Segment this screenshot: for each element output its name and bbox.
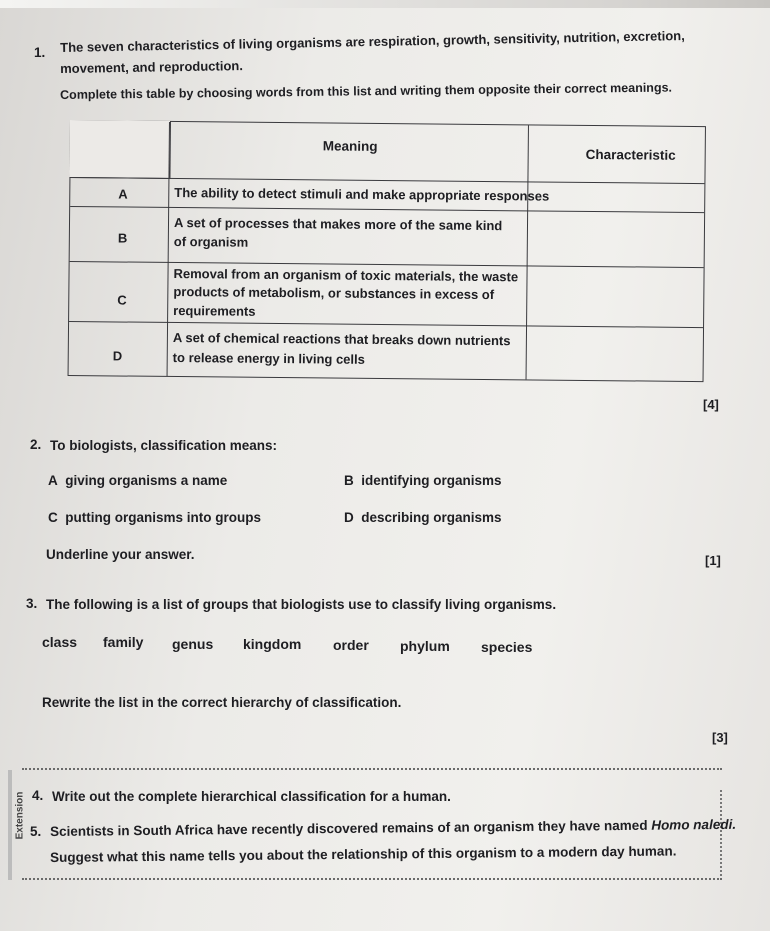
row-d-characteristic-answer[interactable]	[529, 327, 703, 379]
q2-option-a-text: giving organisms a name	[65, 473, 228, 488]
row-a-letter: A	[118, 186, 128, 202]
group-word: class	[42, 634, 78, 650]
q2-instruction: Underline your answer.	[46, 547, 195, 562]
q3-question: The following is a list of groups that biologists use to classify living organisms.	[46, 597, 557, 612]
row-c-letter: C	[117, 292, 127, 308]
section-divider-bottom	[22, 878, 722, 880]
q1-marks: [4]	[703, 397, 719, 412]
q2-option-b-text: identifying organisms	[361, 473, 502, 488]
header-meaning: Meaning	[322, 138, 378, 154]
q2-option-a[interactable]	[48, 473, 227, 488]
q2-option-a-letter: A	[48, 473, 58, 488]
table-row-divider	[70, 177, 704, 184]
page-edge-shadow	[0, 0, 770, 8]
header-characteristic: Characteristic	[585, 146, 676, 163]
group-word: genus	[172, 636, 214, 652]
q5-question-line1	[50, 815, 736, 841]
q1-intro-line1: The seven characteristics of living organisms are respiration, growth, sensitivity, nutrition, excretion,	[60, 28, 685, 55]
q5-number: 5.	[30, 824, 42, 839]
row-c-meaning-line3: requirements	[173, 302, 256, 319]
q4-number: 4.	[32, 788, 44, 803]
group-word: order	[333, 637, 369, 653]
sidebar-label: Extension	[14, 791, 26, 840]
q3-number: 3.	[26, 596, 38, 611]
row-a-characteristic-answer[interactable]	[530, 183, 704, 210]
q2-option-d-letter: D	[344, 510, 354, 525]
q1-intro-line2: movement, and reproduction.	[60, 58, 243, 76]
q2-option-b-letter: B	[344, 473, 354, 488]
species-name: Homo naledi.	[651, 816, 737, 833]
q3-instruction: Rewrite the list in the correct hierarchy of classification.	[42, 695, 402, 710]
row-b-meaning-line1: A set of processes that makes more of the same kind	[173, 215, 503, 234]
q5-question-line2: Suggest what this name tells you about the relationship of this organism to a modern day human.	[50, 843, 677, 865]
q2-option-c-text: putting organisms into groups	[65, 510, 262, 525]
row-d-meaning-line1: A set of chemical reactions that breaks down nutrients	[172, 329, 511, 349]
group-word: phylum	[400, 638, 450, 654]
q1-number: 1.	[34, 45, 46, 60]
group-word: kingdom	[243, 636, 302, 652]
q2-option-c-letter: C	[48, 510, 58, 525]
right-dotted-border	[720, 790, 722, 880]
q2-option-d-text: describing organisms	[361, 510, 502, 525]
row-b-characteristic-answer[interactable]	[530, 212, 704, 265]
q5-question-text: Scientists in South Africa have recently discovered remains of an organism they have named	[50, 817, 652, 839]
group-word: family	[103, 634, 144, 650]
q3-marks: [3]	[712, 730, 728, 745]
section-divider	[22, 768, 722, 770]
row-a-meaning: The ability to detect stimuli and make appropriate responses	[174, 185, 550, 204]
q2-option-d[interactable]	[344, 510, 502, 525]
group-word: species	[481, 639, 533, 655]
q2-number: 2.	[30, 437, 42, 452]
row-c-characteristic-answer[interactable]	[529, 267, 704, 325]
q2-marks: [1]	[705, 553, 721, 568]
q2-question: To biologists, classification means:	[50, 438, 278, 453]
q1-instruction: Complete this table by choosing words from this list and writing them opposite their correct meanings.	[60, 80, 673, 102]
row-d-meaning-line2: to release energy in living cells	[172, 349, 365, 367]
row-b-meaning-line2: of organism	[173, 234, 249, 250]
extension-sidebar	[0, 770, 26, 880]
q4-question: Write out the complete hierarchical classification for a human.	[52, 789, 451, 804]
table-empty-corner	[69, 119, 171, 178]
row-c-meaning-line2: products of metabolism, or substances in excess of	[173, 284, 495, 303]
characteristics-table	[68, 120, 706, 382]
row-c-meaning-line1: Removal from an organism of toxic materials, the waste	[173, 266, 519, 285]
row-d-letter: D	[112, 348, 123, 364]
sidebar-bar	[8, 770, 12, 880]
q2-option-c[interactable]	[48, 510, 261, 525]
row-b-letter: B	[117, 230, 128, 246]
q2-option-b[interactable]	[344, 473, 502, 488]
